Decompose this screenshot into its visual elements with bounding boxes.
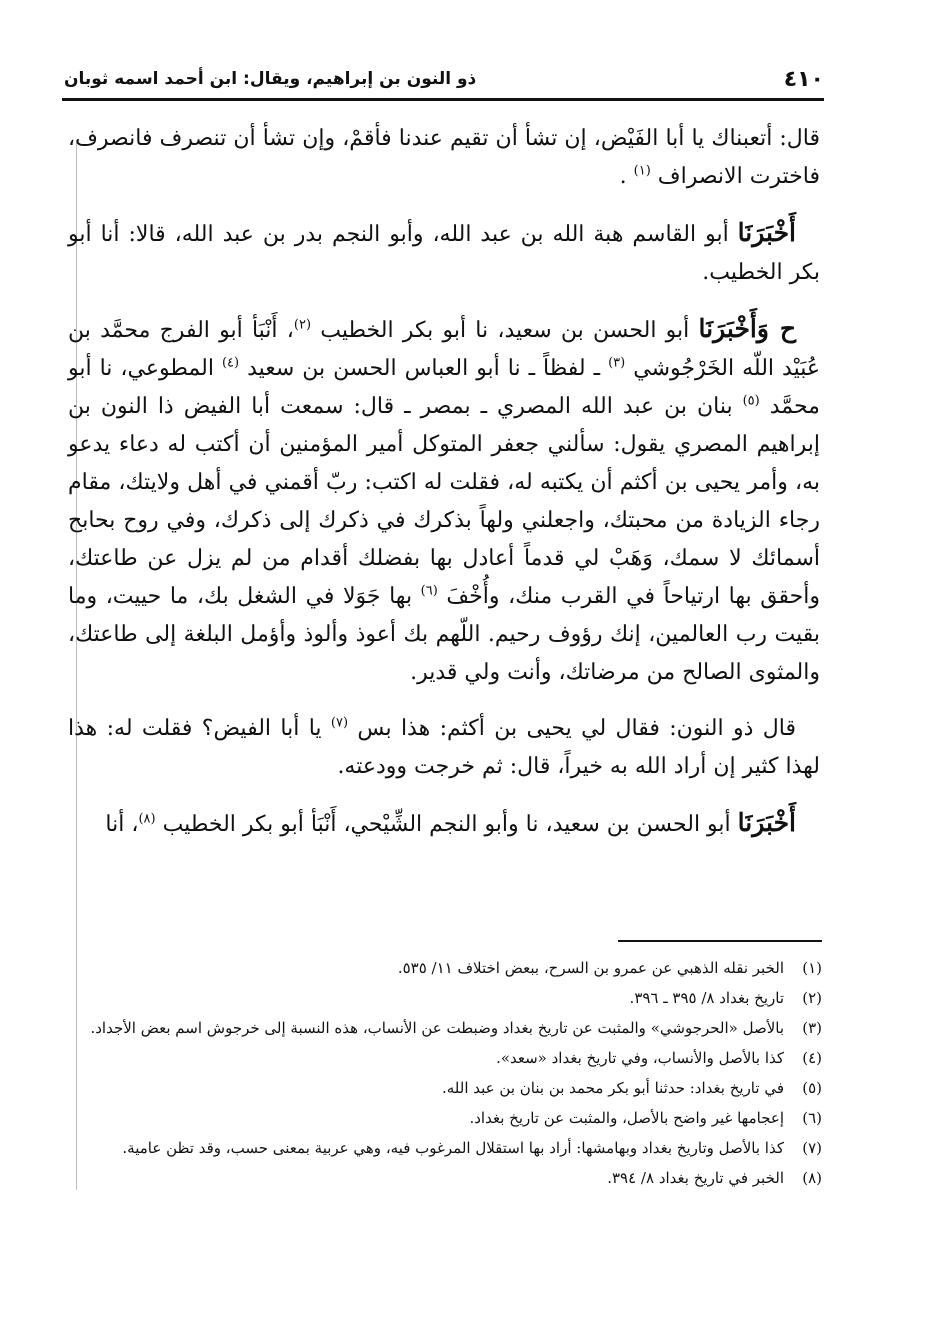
running-header (64, 62, 824, 96)
paragraph-4: قال ذو النون: فقال لي يحيى بن أكثم: هذا بس $^{(٧)}$ يا أبا الفيض؟ فقلت له: هذا لهذا كثير إن أراد الله به خيراً، قال: ثم خرجت وودعته. (68, 715, 820, 779)
footnote (72, 1076, 822, 1100)
footnote (72, 956, 822, 980)
paragraph-2: أَخْبَرَنَا أبو القاسم هبة الله بن عبد الله، وأبو النجم بدر بن عبد الله، قالا: أنا أبو بكر الخطيب. (68, 218, 820, 285)
footnote-ref-2: (٢) (293, 317, 312, 333)
footnote-text: الخبر في تاريخ بغداد ٨/ ٣٩٤. (607, 1169, 784, 1187)
footnote-number: (٢) (802, 989, 822, 1007)
footnote-ref-1: (١) (633, 163, 651, 179)
footnote-number: (٦) (802, 1109, 822, 1127)
footnote-ref-7: (٧) (330, 715, 349, 731)
running-title: ذو النون بن إبراهيم، ويقال: ابن أحمد اسمه ثوبان (64, 69, 477, 89)
footnote-rule (618, 940, 822, 942)
footnote (72, 1106, 822, 1130)
lead-word: ح وَأَخْبَرَنَا (698, 314, 797, 343)
page-number: ٤١٠ (783, 66, 824, 92)
footnote-text: بالأصل «الحرجوشي» والمثبت عن تاريخ بغداد وضبطت عن الأنساب، هذه النسبة إلى خرجوش اسم بعض الأجداد. (90, 1019, 784, 1037)
footnote (72, 1046, 822, 1070)
header-rule (62, 98, 824, 101)
footnote-ref-8: (٨) (138, 811, 156, 827)
paragraph-5: أَخْبَرَنَا أبو الحسن بن سعيد، نا وأبو النجم الشِّيْحي، أَنْبَأ أبو بكر الخطيب $^{(٨)}$، أنا (105, 808, 796, 837)
footnote-text: الخبر نقله الذهبي عن عمرو بن السرح، ببعض اختلاف ١١/ ٥٣٥. (397, 959, 784, 977)
footnote-number: (١) (802, 959, 822, 977)
lead-word: أَخْبَرَنَا (737, 808, 796, 837)
paragraph-1: قال: أتعبناك يا أبا الفَيْض، إن تشأ أن تقيم عندنا فأقمْ، وإن تشأ أن تنصرف فانصرف، فاخترت الانصراف $^{(١)}$ . (68, 126, 820, 189)
footnote-number: (٤) (802, 1049, 822, 1067)
footnote-number: (٥) (802, 1079, 822, 1097)
footnote (72, 986, 822, 1010)
footnote (72, 1136, 822, 1160)
footnote-number: (٧) (802, 1139, 822, 1157)
footnote (72, 1016, 822, 1040)
footnote-text: إعجامها غير واضح بالأصل، والمثبت عن تاريخ بغداد. (469, 1109, 784, 1127)
footnote-number: (٣) (802, 1019, 822, 1037)
footnote-ref-5: (٥) (742, 393, 760, 409)
footnote-ref-4: (٤) (221, 355, 240, 371)
footnotes (72, 956, 822, 1196)
footnote-ref-3: (٣) (608, 355, 626, 371)
footnote-ref-6: (٦) (420, 583, 438, 599)
footnote-text: كذا بالأصل والأنساب، وفي تاريخ بغداد «سعد». (496, 1049, 784, 1067)
footnote-number: (٨) (802, 1169, 822, 1187)
footnote-text: تاريخ بغداد ٨/ ٣٩٥ ـ ٣٩٦. (629, 989, 784, 1007)
footnote-text: في تاريخ بغداد: حدثنا أبو بكر محمد بن بنان بن عبد الله. (442, 1079, 784, 1097)
main-text (68, 120, 820, 862)
footnote-text: كذا بالأصل وتاريخ بغداد وبهامشها: أراد بها استقلال المرغوب فيه، وهي عربية بمعنى حسب، وقد تظن عامية. (122, 1139, 784, 1157)
lead-word: أَخْبَرَنَا (737, 218, 796, 247)
footnote (72, 1166, 822, 1190)
paragraph-3: ح وَأَخْبَرَنَا أبو الحسن بن سعيد، نا أبو بكر الخطيب $^{(٢)}$، أَنْبَأ أبو الفرج محمَّد بن عُبَيْد اللّه الخَرْجُوشي $^{(٣)}$ ـ لفظاً ـ نا أبو العباس الحسن بن سعيد $^{(٤)}$ المطوعي، نا أبو محمَّد $^{(٥)}$ بنان بن عبد الله المصري ـ بمصر ـ قال: سمعت أبا الفيض ذا النون بن إبراهيم المصري يقول: سألني جعفر المتوكل أمير المؤمنين أن أكتب له دعاء يدعو به، وأمر يحيى بن أكثم أن يكتبه له، فقلت له اكتب: ربّ أقمني في أهل ولايتك، مقام رجاء الزيادة من محبتك، واجعلني ولهاً بذكرك في ذكرك إلى ذكرك، وفي روح بحابح أسمائك لا سمك، وَهَبْ لي قدماً أعادل بها بفضلك أقدام من لم يزل عن طاعتك، وأحقق بها ارتياحاً في القرب منك، وأُخْفَ $^{(٦)}$ بها جَوَلا في الشغل بك، ما حييت، وما بقيت رب العالمين، إنك رؤوف رحيم. اللّهم بك أعوذ وألوذ وأؤمل البلغة إلى طاعتك، والمثوى الصالح من مرضاتك، وأنت ولي قدير. (68, 314, 821, 685)
